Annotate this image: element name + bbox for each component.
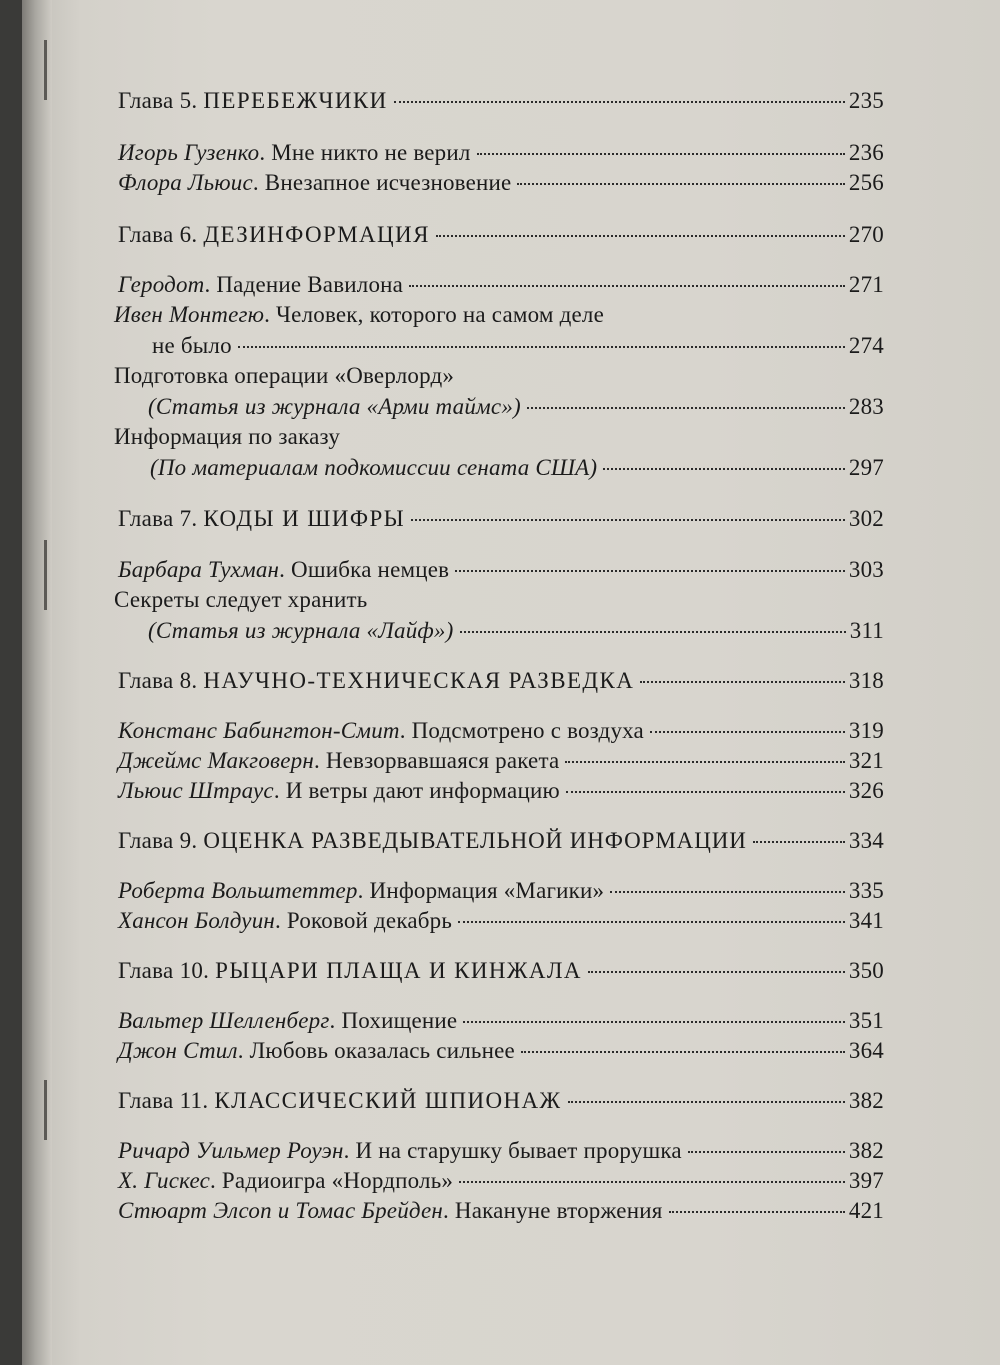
page-number: 318 (848, 668, 884, 693)
entry-author: Роберта Вольштеттер (118, 878, 358, 903)
page-number: 382 (848, 1138, 884, 1163)
page-number: 270 (848, 222, 884, 247)
toc-entry (118, 878, 884, 904)
toc-entry (118, 140, 884, 166)
entry-author: Геродот (118, 272, 205, 297)
entry-title: . Внезапное исчезновение (252, 170, 512, 195)
entry-author: Стюарт Элсоп и Томас Брейден (118, 1198, 444, 1223)
dot-leader (688, 1151, 845, 1153)
page-number: 236 (848, 140, 884, 165)
entry-title: Информация по заказу (114, 424, 341, 449)
entry-author: Вальтер Шелленберг (118, 1008, 330, 1033)
chapter-number: Глава 7. (118, 506, 198, 531)
page-number: 311 (849, 618, 884, 643)
entry-author: Барбара Тухман (118, 557, 280, 582)
toc-chapter-7 (118, 506, 884, 532)
entry-title: . Человек, которого на самом деле (264, 302, 605, 327)
entry-note: (По материалам подкомиссии сената США) (150, 455, 598, 480)
dot-leader (588, 971, 845, 973)
entry-title: . Падение Вавилона (204, 272, 404, 297)
toc-entry (118, 272, 884, 298)
page-number: 303 (848, 557, 884, 582)
page-number: 334 (848, 828, 884, 853)
entry-author: Льюис Штраус (118, 778, 274, 803)
dot-leader (603, 468, 845, 470)
page-number: 321 (848, 748, 884, 773)
entry-note: (Статья из журнала «Лайф») (148, 618, 454, 643)
dot-leader (459, 1181, 845, 1183)
entry-author: Игорь Гузенко (118, 140, 260, 165)
entry-title: . Похищение (329, 1008, 458, 1033)
dot-leader (411, 519, 845, 521)
entry-author: Констанс Бабингтон-Смит (118, 718, 400, 743)
dot-leader (650, 731, 845, 733)
entry-author: Флора Льюис (118, 170, 253, 195)
entry-title: . Подсмотрено с воздуха (399, 718, 644, 743)
chapter-number: Глава 5. (118, 88, 198, 113)
toc-chapter-8 (118, 668, 884, 694)
entry-title: . Информация «Магики» (357, 878, 605, 903)
dot-leader (568, 1101, 845, 1103)
toc-chapter-5 (118, 88, 884, 114)
dot-leader (458, 921, 845, 923)
page-number: 421 (848, 1198, 884, 1223)
toc-entry-continuation (152, 333, 884, 359)
entry-author: Джеймс Макговерн (118, 748, 314, 773)
dot-leader (640, 681, 845, 683)
toc-entry (118, 778, 884, 804)
dot-leader (610, 891, 845, 893)
entry-title: . Любовь оказалась сильнее (237, 1038, 515, 1063)
page-number: 297 (848, 455, 884, 480)
binding-stitch (44, 540, 47, 610)
dot-leader (527, 407, 845, 409)
page-number: 271 (848, 272, 884, 297)
chapter-title: ОЦЕНКА РАЗВЕДЫВАТЕЛЬНОЙ ИНФОРМАЦИИ (203, 828, 747, 853)
entry-title: . И ветры дают информацию (273, 778, 560, 803)
toc-entry (118, 1198, 884, 1224)
toc-entry (118, 718, 884, 744)
entry-title: . И на старушку бывает прорушка (343, 1138, 682, 1163)
entry-author: Ивен Монтегю (114, 302, 265, 327)
toc-entry (118, 748, 884, 774)
dot-leader (566, 791, 845, 793)
dot-leader (455, 570, 845, 572)
page-number: 283 (848, 394, 884, 419)
dot-leader (521, 1051, 845, 1053)
entry-title: Секреты следует хранить (114, 587, 368, 612)
chapter-number: Глава 8. (118, 668, 198, 693)
chapter-number: Глава 6. (118, 222, 198, 247)
chapter-title: ДЕЗИНФОРМАЦИЯ (203, 222, 430, 247)
entry-title: . Мне никто не верил (259, 140, 471, 165)
entry-title: . Радиоигра «Нордполь» (210, 1168, 454, 1193)
chapter-title: ПЕРЕБЕЖЧИКИ (203, 88, 388, 113)
page-number: 256 (848, 170, 884, 195)
page-number: 235 (848, 88, 884, 113)
toc-entry (118, 1168, 884, 1194)
dot-leader (409, 285, 845, 287)
chapter-title: НАУЧНО-ТЕХНИЧЕСКАЯ РАЗВЕДКА (203, 668, 635, 693)
toc-entry-first-line (114, 302, 604, 328)
toc-entry-note (148, 394, 884, 420)
entry-author: Х. Гискес (118, 1168, 211, 1193)
toc-entry (118, 908, 884, 934)
entry-title: . Роковой декабрь (275, 908, 453, 933)
dot-leader (565, 761, 845, 763)
entry-author: Джон Стил (118, 1038, 238, 1063)
chapter-title: КЛАССИЧЕСКИЙ ШПИОНАЖ (214, 1088, 562, 1113)
page-number: 335 (848, 878, 884, 903)
dot-leader (463, 1021, 845, 1023)
page-number: 274 (848, 333, 884, 358)
dot-leader (753, 841, 845, 843)
toc-entry-note (148, 618, 884, 644)
page-number: 382 (848, 1088, 884, 1113)
entry-author: Хансон Болдуин (118, 908, 276, 933)
binding-stitch (44, 40, 47, 100)
page-number: 326 (848, 778, 884, 803)
toc-entry (118, 557, 884, 583)
entry-author: Ричард Уильмер Роуэн (118, 1138, 344, 1163)
toc-chapter-6 (118, 222, 884, 248)
toc-chapter-9 (118, 828, 884, 854)
dot-leader (517, 183, 844, 185)
chapter-title: КОДЫ И ШИФРЫ (203, 506, 406, 531)
entry-title-continued: не было (152, 333, 232, 358)
entry-title: . Ошибка немцев (279, 557, 450, 582)
entry-title: . Накануне вторжения (443, 1198, 663, 1223)
page-number: 364 (848, 1038, 884, 1063)
page-number: 350 (848, 958, 884, 983)
entry-title: Подготовка операции «Оверлорд» (114, 363, 455, 388)
toc-entry-note (150, 455, 884, 481)
chapter-number: Глава 11. (118, 1088, 209, 1113)
dot-leader (394, 101, 845, 103)
toc-entry (118, 1008, 884, 1034)
dot-leader (460, 631, 846, 633)
binding-stitch (44, 1080, 47, 1140)
page-number: 397 (848, 1168, 884, 1193)
dot-leader (477, 153, 845, 155)
toc-chapter-10 (118, 958, 884, 984)
chapter-number: Глава 10. (118, 958, 210, 983)
entry-note: (Статья из журнала «Арми таймс») (148, 394, 521, 419)
toc-entry (118, 170, 884, 196)
page-number: 341 (848, 908, 884, 933)
chapter-title: РЫЦАРИ ПЛАЩА И КИНЖАЛА (215, 958, 582, 983)
book-gutter (22, 0, 52, 1365)
toc-entry (118, 1138, 884, 1164)
page-number: 319 (848, 718, 884, 743)
dot-leader (238, 346, 845, 348)
dot-leader (436, 235, 845, 237)
toc-chapter-11 (118, 1088, 884, 1114)
page-number: 351 (848, 1008, 884, 1033)
entry-title: . Невзорвавшаяся ракета (313, 748, 560, 773)
chapter-number: Глава 9. (118, 828, 198, 853)
page-number: 302 (848, 506, 884, 531)
toc-entry (118, 1038, 884, 1064)
dot-leader (669, 1211, 845, 1213)
